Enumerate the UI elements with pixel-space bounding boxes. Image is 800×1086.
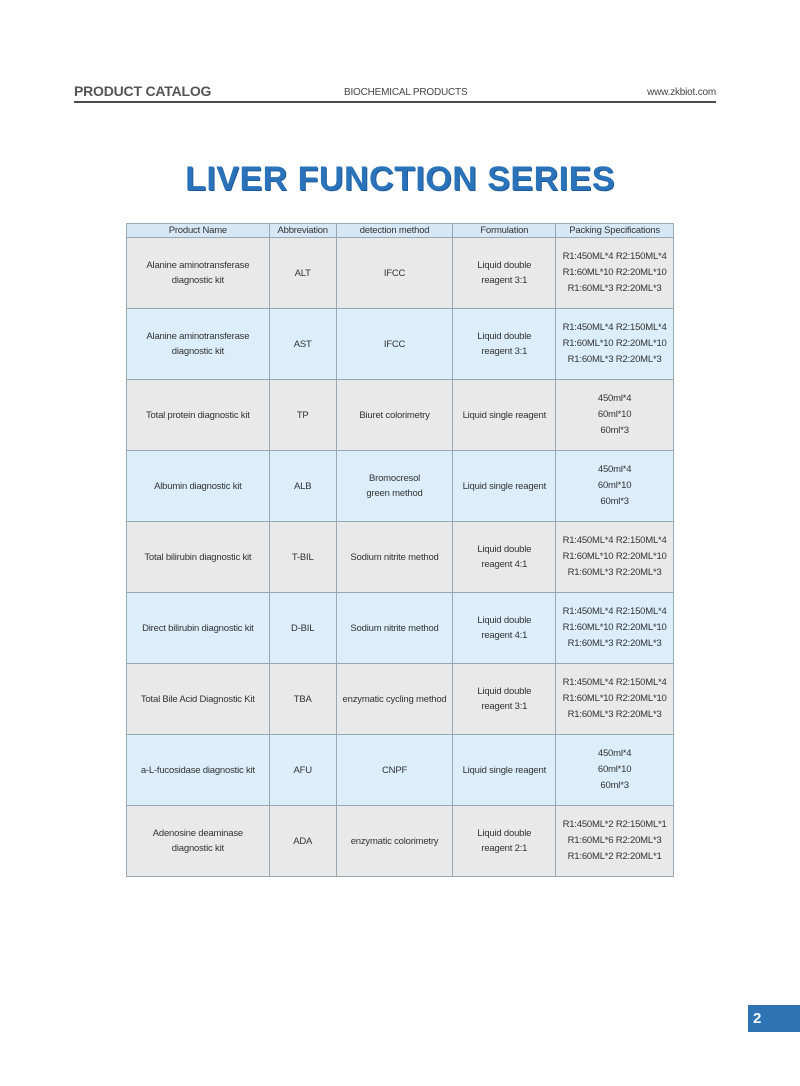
cell-line: 60ml*3 xyxy=(600,496,629,507)
table-cell-abbr: ADA xyxy=(269,806,336,877)
table-cell-method xyxy=(336,451,453,522)
table-cell-packing xyxy=(556,238,674,309)
cell-line: IFCC xyxy=(383,267,406,279)
cell-line: diagnostic kit xyxy=(171,275,224,286)
cell-line: Albumin diagnostic kit xyxy=(154,480,242,492)
table-row xyxy=(127,238,674,309)
table-cell-packing xyxy=(556,664,674,735)
table-cell-abbr: TP xyxy=(269,380,336,451)
cell-line: Liquid single reagent xyxy=(462,764,547,776)
table-cell-abbr: AFU xyxy=(269,735,336,806)
catalog-label: PRODUCT CATALOG xyxy=(74,83,212,99)
cell-line: reagent 3:1 xyxy=(481,275,528,286)
column-header: Formulation xyxy=(453,224,556,238)
page-number: 2 xyxy=(753,1010,762,1027)
table-cell-formulation xyxy=(453,664,556,735)
table-cell-name xyxy=(127,664,270,735)
cell-line: reagent 3:1 xyxy=(481,701,528,712)
table-cell-formulation xyxy=(453,238,556,309)
table-row xyxy=(127,593,674,664)
column-header: Packing Specifications xyxy=(556,224,674,238)
cell-line: reagent 4:1 xyxy=(481,559,528,570)
cell-line: Total Bile Acid Diagnostic Kit xyxy=(140,693,255,705)
cell-line: R1:450ML*4 R2:150ML*4 xyxy=(562,251,667,262)
cell-line: Total protein diagnostic kit xyxy=(146,409,250,421)
table-cell-abbr: D-BIL xyxy=(269,593,336,664)
table-cell-method xyxy=(336,806,453,877)
table-cell-formulation xyxy=(453,735,556,806)
table-cell-name xyxy=(127,238,270,309)
table-row xyxy=(127,309,674,380)
table-cell-formulation xyxy=(453,806,556,877)
cell-line: Alanine aminotransferase xyxy=(146,331,250,342)
table-row xyxy=(127,380,674,451)
cell-line: 60ml*3 xyxy=(600,780,629,791)
table-cell-method xyxy=(336,380,453,451)
cell-line: enzymatic cycling method xyxy=(342,693,447,705)
cell-line: R1:60ML*3 R2:20ML*3 xyxy=(567,709,662,720)
table-cell-formulation xyxy=(453,522,556,593)
column-header: detection method xyxy=(336,224,453,238)
table-cell-packing xyxy=(556,806,674,877)
table-cell-abbr: ALT xyxy=(269,238,336,309)
cell-line: a-L-fucosidase diagnostic kit xyxy=(140,764,255,776)
cell-line: Liquid double xyxy=(477,331,532,342)
cell-line: Total bilirubin diagnostic kit xyxy=(144,551,252,563)
cell-line: R1:60ML*10 R2:20ML*10 xyxy=(562,693,667,704)
table-body xyxy=(127,238,674,877)
cell-line: Liquid single reagent xyxy=(462,480,547,492)
cell-line: Liquid double xyxy=(477,544,532,555)
cell-line: R1:60ML*10 R2:20ML*10 xyxy=(562,622,667,633)
cell-line: diagnostic kit xyxy=(171,346,224,357)
cell-line: R1:60ML*3 R2:20ML*3 xyxy=(567,354,662,365)
table-cell-name xyxy=(127,380,270,451)
table-row xyxy=(127,664,674,735)
cell-line: R1:450ML*4 R2:150ML*4 xyxy=(562,322,667,333)
cell-line: 60ml*10 xyxy=(597,409,632,420)
column-header: Product Name xyxy=(127,224,270,238)
cell-line: Liquid double xyxy=(477,615,532,626)
cell-line: Adenosine deaminase xyxy=(152,828,243,839)
cell-line: IFCC xyxy=(383,338,406,350)
table-cell-method xyxy=(336,593,453,664)
table-cell-abbr: AST xyxy=(269,309,336,380)
cell-line: Direct bilirubin diagnostic kit xyxy=(142,622,254,634)
page-header xyxy=(74,83,716,103)
cell-line: Sodium nitrite method xyxy=(350,622,439,634)
cell-line: R1:450ML*4 R2:150ML*4 xyxy=(562,535,667,546)
product-table xyxy=(126,223,674,877)
table-cell-abbr: ALB xyxy=(269,451,336,522)
cell-line: Biuret colorimetry xyxy=(359,409,430,421)
cell-line: R1:450ML*4 R2:150ML*4 xyxy=(562,677,667,688)
cell-line: R1:450ML*4 R2:150ML*4 xyxy=(562,606,667,617)
table-cell-name xyxy=(127,735,270,806)
table-header-row xyxy=(127,224,674,238)
cell-line: enzymatic colorimetry xyxy=(350,835,439,847)
cell-line: Bromocresol xyxy=(368,473,421,484)
table-cell-name xyxy=(127,593,270,664)
cell-line: Liquid double xyxy=(477,686,532,697)
cell-line: green method xyxy=(366,488,423,499)
table-cell-method xyxy=(336,238,453,309)
cell-line: R1:60ML*10 R2:20ML*10 xyxy=(562,338,667,349)
cell-line: R1:60ML*3 R2:20ML*3 xyxy=(567,283,662,294)
cell-line: R1:450ML*2 R2:150ML*1 xyxy=(562,819,667,830)
table-cell-abbr: T-BIL xyxy=(269,522,336,593)
cell-line: R1:60ML*3 R2:20ML*3 xyxy=(567,638,662,649)
table-row xyxy=(127,522,674,593)
cell-line: reagent 3:1 xyxy=(481,346,528,357)
table-cell-formulation xyxy=(453,593,556,664)
cell-line: reagent 4:1 xyxy=(481,630,528,641)
table-cell-method xyxy=(336,735,453,806)
cell-line: CNPF xyxy=(382,764,408,776)
page-title: LIVER FUNCTION SERIES xyxy=(185,160,615,198)
table-cell-formulation xyxy=(453,451,556,522)
table-cell-abbr: TBA xyxy=(269,664,336,735)
cell-line: 60ml*10 xyxy=(597,764,632,775)
cell-line: diagnostic kit xyxy=(171,843,224,854)
cell-line: R1:60ML*6 R2:20ML*3 xyxy=(567,835,662,846)
table-cell-method xyxy=(336,309,453,380)
table-cell-packing xyxy=(556,593,674,664)
cell-line: R1:60ML*10 R2:20ML*10 xyxy=(562,551,667,562)
cell-line: Liquid double xyxy=(477,260,532,271)
cell-line: R1:60ML*3 R2:20ML*3 xyxy=(567,567,662,578)
table-cell-formulation xyxy=(453,309,556,380)
table-row xyxy=(127,735,674,806)
cell-line: Liquid double xyxy=(477,828,532,839)
table-cell-name xyxy=(127,451,270,522)
table-cell-method xyxy=(336,664,453,735)
cell-line: 60ml*3 xyxy=(600,425,629,436)
cell-line: Sodium nitrite method xyxy=(350,551,439,563)
cell-line: Liquid single reagent xyxy=(462,409,547,421)
cell-line: reagent 2:1 xyxy=(481,843,528,854)
table-row xyxy=(127,451,674,522)
cell-line: Alanine aminotransferase xyxy=(146,260,250,271)
cell-line: R1:60ML*10 R2:20ML*10 xyxy=(562,267,667,278)
cell-line: 450ml*4 xyxy=(597,393,632,404)
cell-line: R1:60ML*2 R2:20ML*1 xyxy=(567,851,662,862)
table-row xyxy=(127,806,674,877)
table-cell-packing xyxy=(556,380,674,451)
table-cell-method xyxy=(336,522,453,593)
table-cell-name xyxy=(127,522,270,593)
cell-line: 450ml*4 xyxy=(597,464,632,475)
cell-line: 450ml*4 xyxy=(597,748,632,759)
table-cell-packing xyxy=(556,735,674,806)
cell-line: 60ml*10 xyxy=(597,480,632,491)
column-header: Abbreviation xyxy=(269,224,336,238)
section-label: BIOCHEMICAL PRODUCTS xyxy=(344,87,468,98)
table-cell-name xyxy=(127,309,270,380)
website-link[interactable]: www.zkbiot.com xyxy=(647,87,716,98)
page-number-badge xyxy=(748,1005,800,1032)
table-cell-packing xyxy=(556,451,674,522)
table-cell-formulation xyxy=(453,380,556,451)
table-cell-packing xyxy=(556,309,674,380)
table-cell-name xyxy=(127,806,270,877)
table-cell-packing xyxy=(556,522,674,593)
